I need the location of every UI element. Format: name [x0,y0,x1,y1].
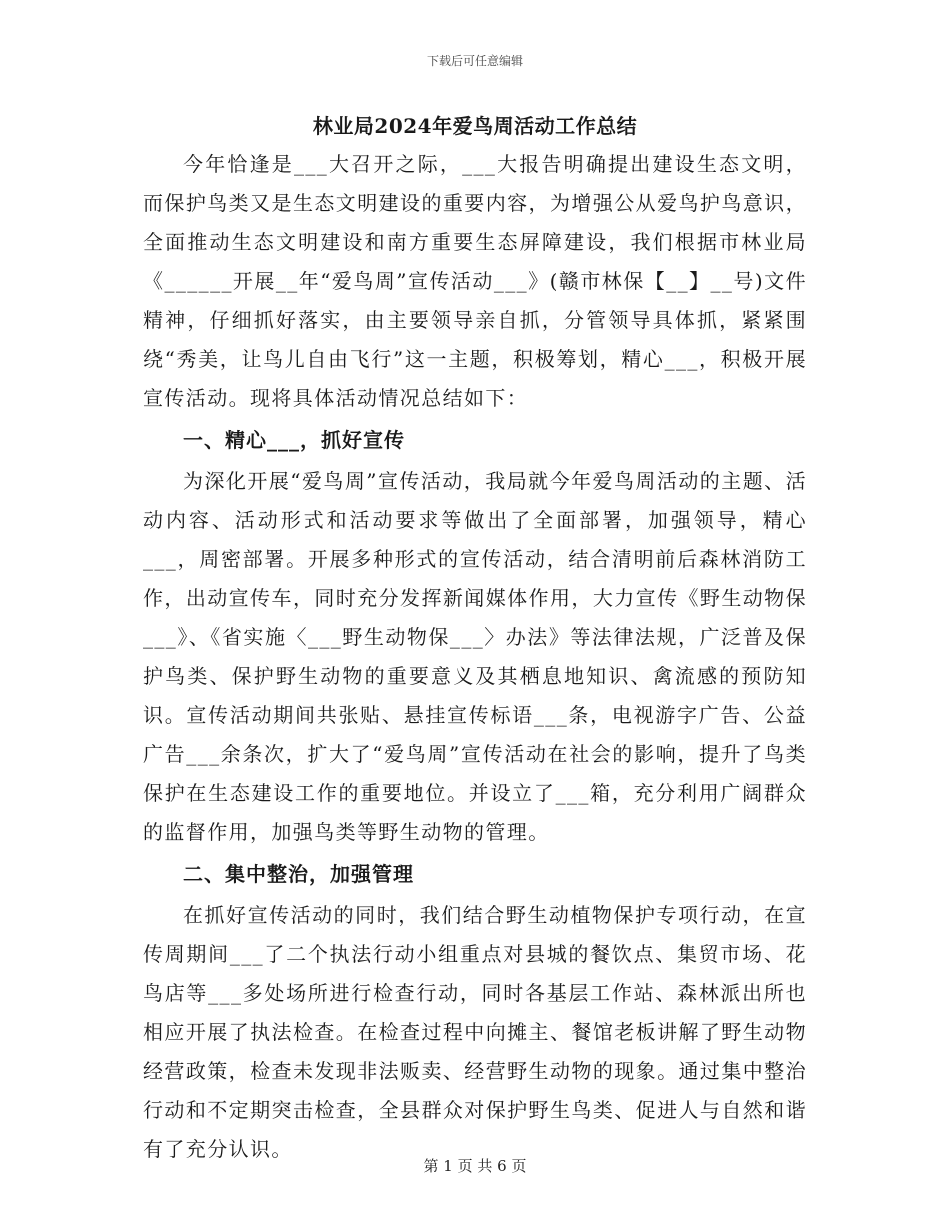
header-note: 下载后可任意编辑 [426,54,523,68]
intro-paragraph: 今年恰逢是___大召开之际，___大报告明确提出建设生态文明，而保护鸟类又是生态文明建设的重要内容，为增强公从爱鸟护鸟意识，全面推动生态文明建设和南方重要生态屏障建设，我们根据市林业局《______开展__年“爱鸟周”宣传活动___》(赣市林保【__】__号)文件精神，仔细抓好落实，由主要领导亲自抓，分管领导具体抓，紧紧围绕“秀美，让鸟儿自由飞行”这一主题，积极筹划，精心___，积极开展宣传活动。现将具体活动情况总结如下： [143,152,807,410]
section-1-heading: 一、精心___，抓好宣传 [183,428,405,452]
page-footer: 第 1 页 共 6 页 [423,1157,527,1175]
document-body [143,145,807,1169]
section-2-heading: 二、集中整治，加强管理 [183,862,414,886]
section-1-paragraph: 为深化开展“爱鸟周”宣传活动，我局就今年爱鸟周活动的主题、活动内容、活动形式和活动要求等做出了全面部署，加强领导，精心___，周密部署。开展多种形式的宣传活动，结合清明前后森林消防工作，出动宣传车，同时充分发挥新闻媒体作用，大力宣传《野生动物保___》、《省实施〈___野生动物保___〉办法》等法律法规，广泛普及保护鸟类、保护野生动物的重要意义及其栖息地知识、禽流感的预防知识。宣传活动期间共张贴、悬挂宣传标语___条，电视游字广告、公益广告___余条次，扩大了“爱鸟周”宣传活动在社会的影响，提升了鸟类保护在生态建设工作的重要地位。并设立了___箱，充分利用广阔群众的监督作用，加强鸟类等野生动物的管理。 [143,469,807,844]
section-2-paragraph: 在抓好宣传活动的同时，我们结合野生动植物保护专项行动，在宣传周期间___了二个执法行动小组重点对县城的餐饮点、集贸市场、花鸟店等___多处场所进行检查行动，同时各基层工作站、森林派出所也相应开展了执法检查。在检查过程中向摊主、餐馆老板讲解了野生动物经营政策，检查未发现非法贩卖、经营野生动物的现象。通过集中整治行动和不定期突击检查，全县群众对保护野生鸟类、促进人与自然和谐有了充分认识。 [143,903,807,1161]
document-title: 林业局2024年爱鸟周活动工作总结 [312,114,638,138]
